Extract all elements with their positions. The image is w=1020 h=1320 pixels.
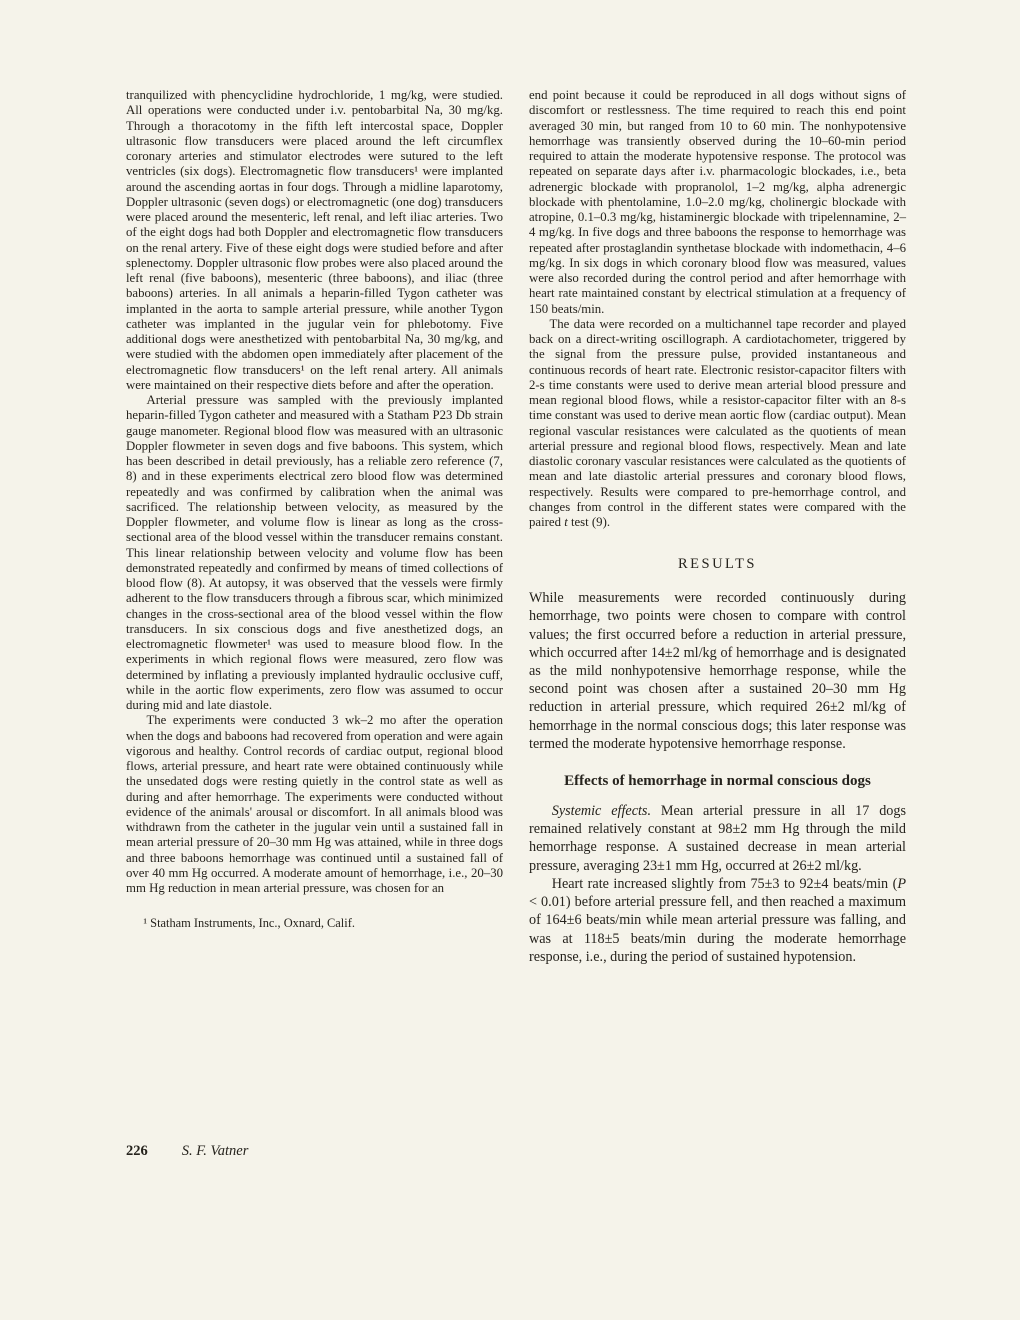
methods-paragraph — [529, 317, 906, 531]
methods-paragraph: Arterial pressure was sampled with the previously implanted heparin-filled Tygon catheter and measured with a Statham P23 Db strain gauge manometer. Regional blood flow was measured with an ultrasonic Doppler flowmeter in seven dogs and five baboons. This system, which has been described in detail previously, has a reliable zero reference (7, 8) and in these experiments electrical zero blood flow was determined repeatedly and was confirmed by calibration when the animal was sacrificed. The relationship between velocity, as measured by the Doppler flowmeter, and volume flow is linear as long as the cross-sectional area of the blood vessel within the transducer remains constant. This linear relationship between velocity and volume flow has been demonstrated repeatedly and confirmed by means of timed collections of blood flow (8). At autopsy, it was observed that the vessels were firmly adherent to the flow transducers through a fibrous scar, which minimized changes in the cross-sectional area of the blood vessel within the flow transducers. In six conscious dogs and five anesthetized dogs, an electromagnetic flowmeter¹ was used to measure blood flow. In the experiments in which regional flows were measured, zero flow was determined by inflating a previously implanted hydraulic occlusive cuff, while in the aortic flow experiments, zero flow was assumed to occur during mid and late diastole. — [126, 393, 503, 712]
left-column — [126, 88, 503, 966]
results-paragraph: While measurements were recorded continuously during hemorrhage, two points were chosen to compare with control values; the first occurred before a reduction in arterial pressure, which occurred after 14±2 ml/kg of hemorrhage and is designated as the mild nonhypotensive hemorrhage response, while the second point was chosen after a sustained 20–30 mm Hg reduction in arterial pressure, which required 26±2 ml/kg of hemorrhage in the normal conscious dogs; this later response was termed the moderate hypotensive hemorrhage response. — [529, 590, 906, 752]
results-paragraph — [529, 875, 906, 966]
running-author: S. F. Vatner — [181, 1143, 249, 1159]
page-footer — [126, 1143, 248, 1160]
methods-paragraph: The experiments were conducted 3 wk–2 mo after the operation when the dogs and baboons had recovered from operation and were again vigorous and healthy. Control records of cardiac output, regional blood flows, arterial pressure, and heart rate were obtained continuously while the unsedated dogs were resting quietly in the control state as well as during and after hemorrhage. The experiments were conducted without evidence of the animals' arousal or discomfort. In all animals blood was withdrawn from the catheter in the jugular vein until a sustained fall in mean arterial pressure of 20–30 mm Hg was attained, while in three dogs and three baboons hemorrhage was continued until a sustained fall of over 40 mm Hg occurred. A moderate amount of hemorrhage, i.e., 20–30 mm Hg reduction in mean arterial pressure, was chosen for an — [126, 713, 504, 895]
footnote: ¹ Statham Instruments, Inc., Oxnard, Calif. — [143, 916, 355, 931]
text-run: Mean arterial pressure in all 17 dogs remained relatively constant at 98±2 mm Hg through the mild hemorrhage response. A sustained decrease in mean arterial pressure, averaging 23±1 mm Hg, occurred at 26±2 ml/kg. — [529, 803, 907, 874]
text-run: Heart rate increased slightly from 75±3 to 92±4 beats/min ( — [551, 875, 898, 892]
text-run: The data were recorded on a multichannel tape recorder and played back on a direct-writing oscillograph. A cardiotachometer, triggered by the signal from the pressure pulse, provided instantaneous and continuous records of heart rate. Electronic resistor-capacitor filters with 2-s time constants were used to derive mean arterial blood pressure and mean regional blood flows, while a resistor-capacitor filter with an 8-s time constant was used to derive mean aortic flow (cardiac output). Mean regional vascular resistances were calculated as the quotients of mean arterial pressure and regional blood flows, respectively. Mean and late diastolic coronary vascular resistances were calculated as the quotients of mean and late diastolic arterial pressures and coronary blood flows, respectively. Results were compared to pre-hemorrhage control, and changes from control in the different states were compared with the paired — [529, 316, 906, 529]
methods-paragraph-continuation: tranquilized with phencyclidine hydrochloride, 1 mg/kg, were studied. All operations were conducted under i.v. pentobarbital Na, 30 mg/kg. Through a thoracotomy in the fifth left intercostal space, Doppler ultrasonic flow transducers were placed around the left circumflex coronary arteries and stimulator electrodes were sutured to the left ventricles (six dogs). Electromagnetic flow transducers¹ were implanted around the ascending aortas in four dogs. Through a midline laparotomy, Doppler ultrasonic (seven dogs) or electromagnetic (one dog) transducers were placed around the mesenteric, left renal, and left iliac arteries. Two of the eight dogs had both Doppler and electromagnetic flow transducers on the renal artery. Five of these eight dogs were studied before and after splenectomy. Doppler ultrasonic flow probes were also placed around the left renal (five baboons), mesenteric (three baboons), and iliac (three baboons) arteries. In all animals a heparin-filled Tygon catheter was implanted in the aorta to sample arterial pressure, while another Tygon catheter was implanted in the jugular vein for phlebotomy. Five additional dogs were anesthetized with pentobarbital Na, 30 mg/kg, and were studied with the abdomen open immediately after placement of the electromagnetic flow transducers¹ on the left renal artery. All animals were maintained on their respective diets before and after the operation. — [126, 88, 503, 392]
italic-p-symbol: P — [897, 875, 906, 892]
page-number: 226 — [126, 1143, 148, 1159]
systemic-effects-lead: Systemic effects. — [551, 803, 652, 820]
text-run: test (9). — [567, 515, 611, 529]
two-column-text-area — [126, 88, 906, 966]
results-paragraph — [529, 802, 906, 875]
section-heading-results: RESULTS — [677, 556, 757, 573]
right-column — [529, 88, 906, 966]
subsection-heading-effects: Effects of hemorrhage in normal conscious dogs — [564, 773, 871, 790]
italic-t-symbol: t — [564, 515, 568, 529]
text-run: < 0.01) before arterial pressure fell, and then reached a maximum of 164±6 beats/min while mean arterial pressure was falling, and was at 118±5 beats/min during the moderate hemorrhage response, i.e., during the period of sustained hypotension. — [529, 894, 906, 965]
methods-paragraph-continuation: end point because it could be reproduced in all dogs without signs of discomfort or restlessness. The time required to reach this end point averaged 30 min, but ranged from 10 to 60 min. The nonhypotensive hemorrhage was transiently observed during the 10–60-min period required to attain the moderate hypotensive response. The protocol was repeated on separate days after i.v. pharmacologic blockades, i.e., beta adrenergic blockade with propranolol, 1–2 mg/kg, alpha adrenergic blockade with phentolamine, 1.0–2.0 mg/kg, cholinergic blockade with atropine, 0.1–0.3 mg/kg, histaminergic blockade with tripelennamine, 2–4 mg/kg. In five dogs and three baboons the response to hemorrhage was repeated after prostaglandin synthetase blockade with indomethacin, 4–6 mg/kg. In six dogs in which coronary blood flow was measured, values were also recorded during the control period and after hemorrhage with heart rate maintained constant by electrical stimulation at a frequency of 150 beats/min. — [529, 88, 906, 316]
